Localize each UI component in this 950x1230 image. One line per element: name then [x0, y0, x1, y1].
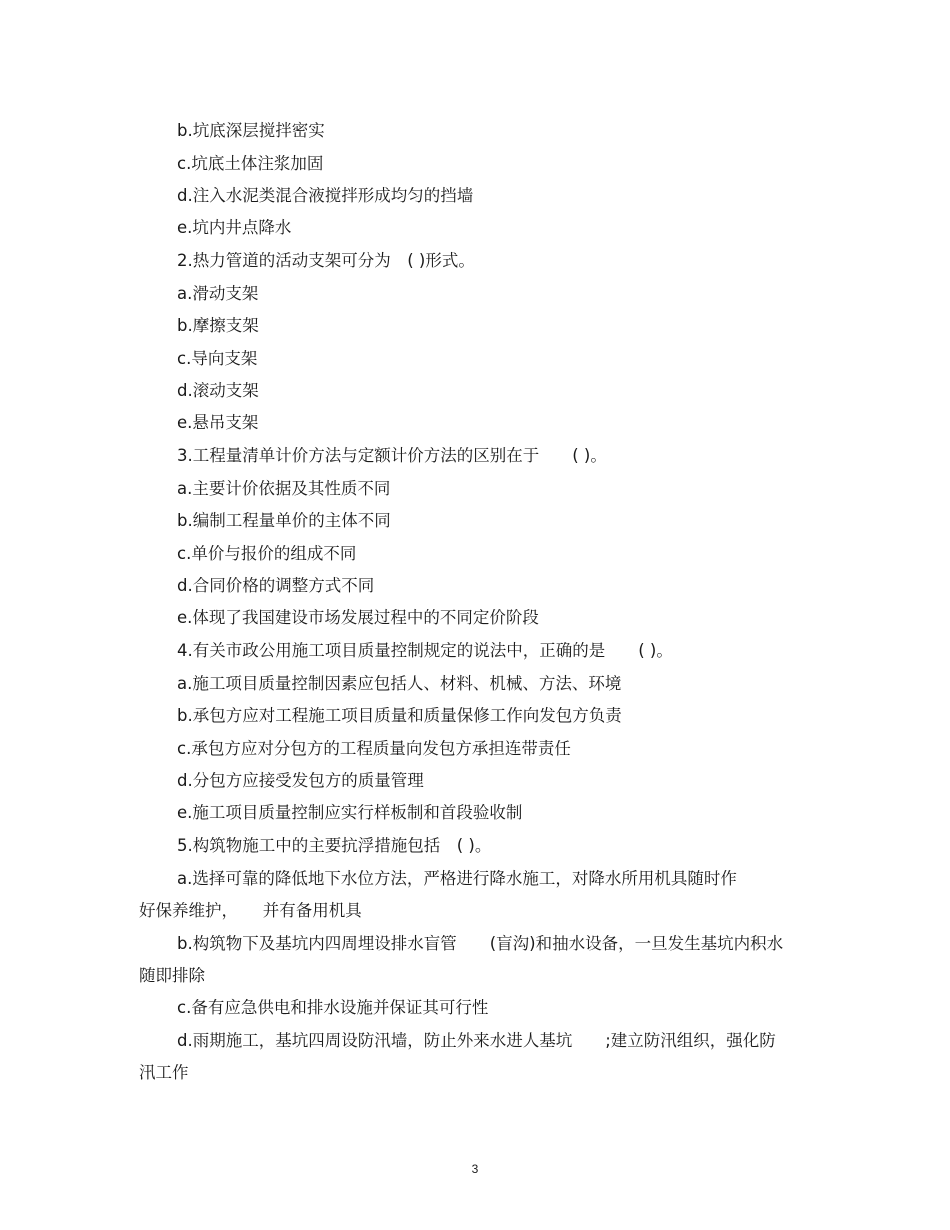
option-line: d.合同价格的调整方式不同: [177, 576, 375, 595]
option-line: a.选择可靠的降低地下水位方法，严格进行降水施工，对降水所用机具随时作: [177, 869, 737, 888]
option-line: c.坑底土体注浆加固: [177, 154, 324, 173]
option-line: b.坑底深层搅拌密实: [177, 121, 325, 140]
option-line: d.分包方应接受发包方的质量管理: [177, 771, 424, 790]
option-line: d.雨期施工，基坑四周设防汛墙，防止外来水进人基坑 ;建立防汛组织，强化防: [177, 1031, 776, 1050]
option-line: c.备有应急供电和排水设施并保证其可行性: [177, 998, 489, 1017]
option-line: d.注入水泥类混合液搅拌形成均匀的挡墙: [177, 186, 474, 205]
option-line: a.主要计价依据及其性质不同: [177, 479, 391, 498]
option-line-continuation: 随即排除: [139, 966, 205, 985]
option-line: a.滑动支架: [177, 284, 259, 303]
option-line: c.导向支架: [177, 349, 258, 368]
question-line: 3.工程量清单计价方法与定额计价方法的区别在于 ( )。: [177, 446, 607, 465]
question-line: 4.有关市政公用施工项目质量控制规定的说法中，正确的是 ( )。: [177, 641, 673, 660]
page-number: 3: [471, 1162, 479, 1176]
option-line: c.承包方应对分包方的工程质量向发包方承担连带责任: [177, 739, 571, 758]
option-line: b.编制工程量单价的主体不同: [177, 511, 391, 530]
option-line: e.坑内井点降水: [177, 218, 292, 237]
option-line: b.构筑物下及基坑内四周埋设排水盲管 (盲沟)和抽水设备，一旦发生基坑内积水: [177, 934, 784, 953]
option-line: c.单价与报价的组成不同: [177, 544, 357, 563]
question-line: 2.热力管道的活动支架可分为 ( )形式。: [177, 251, 475, 270]
option-line-continuation: 好保养维护， 并有备用机具: [139, 901, 362, 920]
option-line: e.悬吊支架: [177, 413, 259, 432]
option-line-continuation: 汛工作: [139, 1063, 189, 1082]
question-line: 5.构筑物施工中的主要抗浮措施包括 ( )。: [177, 836, 492, 855]
option-line: e.施工项目质量控制应实行样板制和首段验收制: [177, 803, 523, 822]
option-line: e.体现了我国建设市场发展过程中的不同定价阶段: [177, 608, 539, 627]
option-line: a.施工项目质量控制因素应包括人、材料、机械、方法、环境: [177, 674, 622, 693]
option-line: d.滚动支架: [177, 381, 259, 400]
option-line: b.摩擦支架: [177, 316, 259, 335]
option-line: b.承包方应对工程施工项目质量和质量保修工作向发包方负责: [177, 706, 622, 725]
